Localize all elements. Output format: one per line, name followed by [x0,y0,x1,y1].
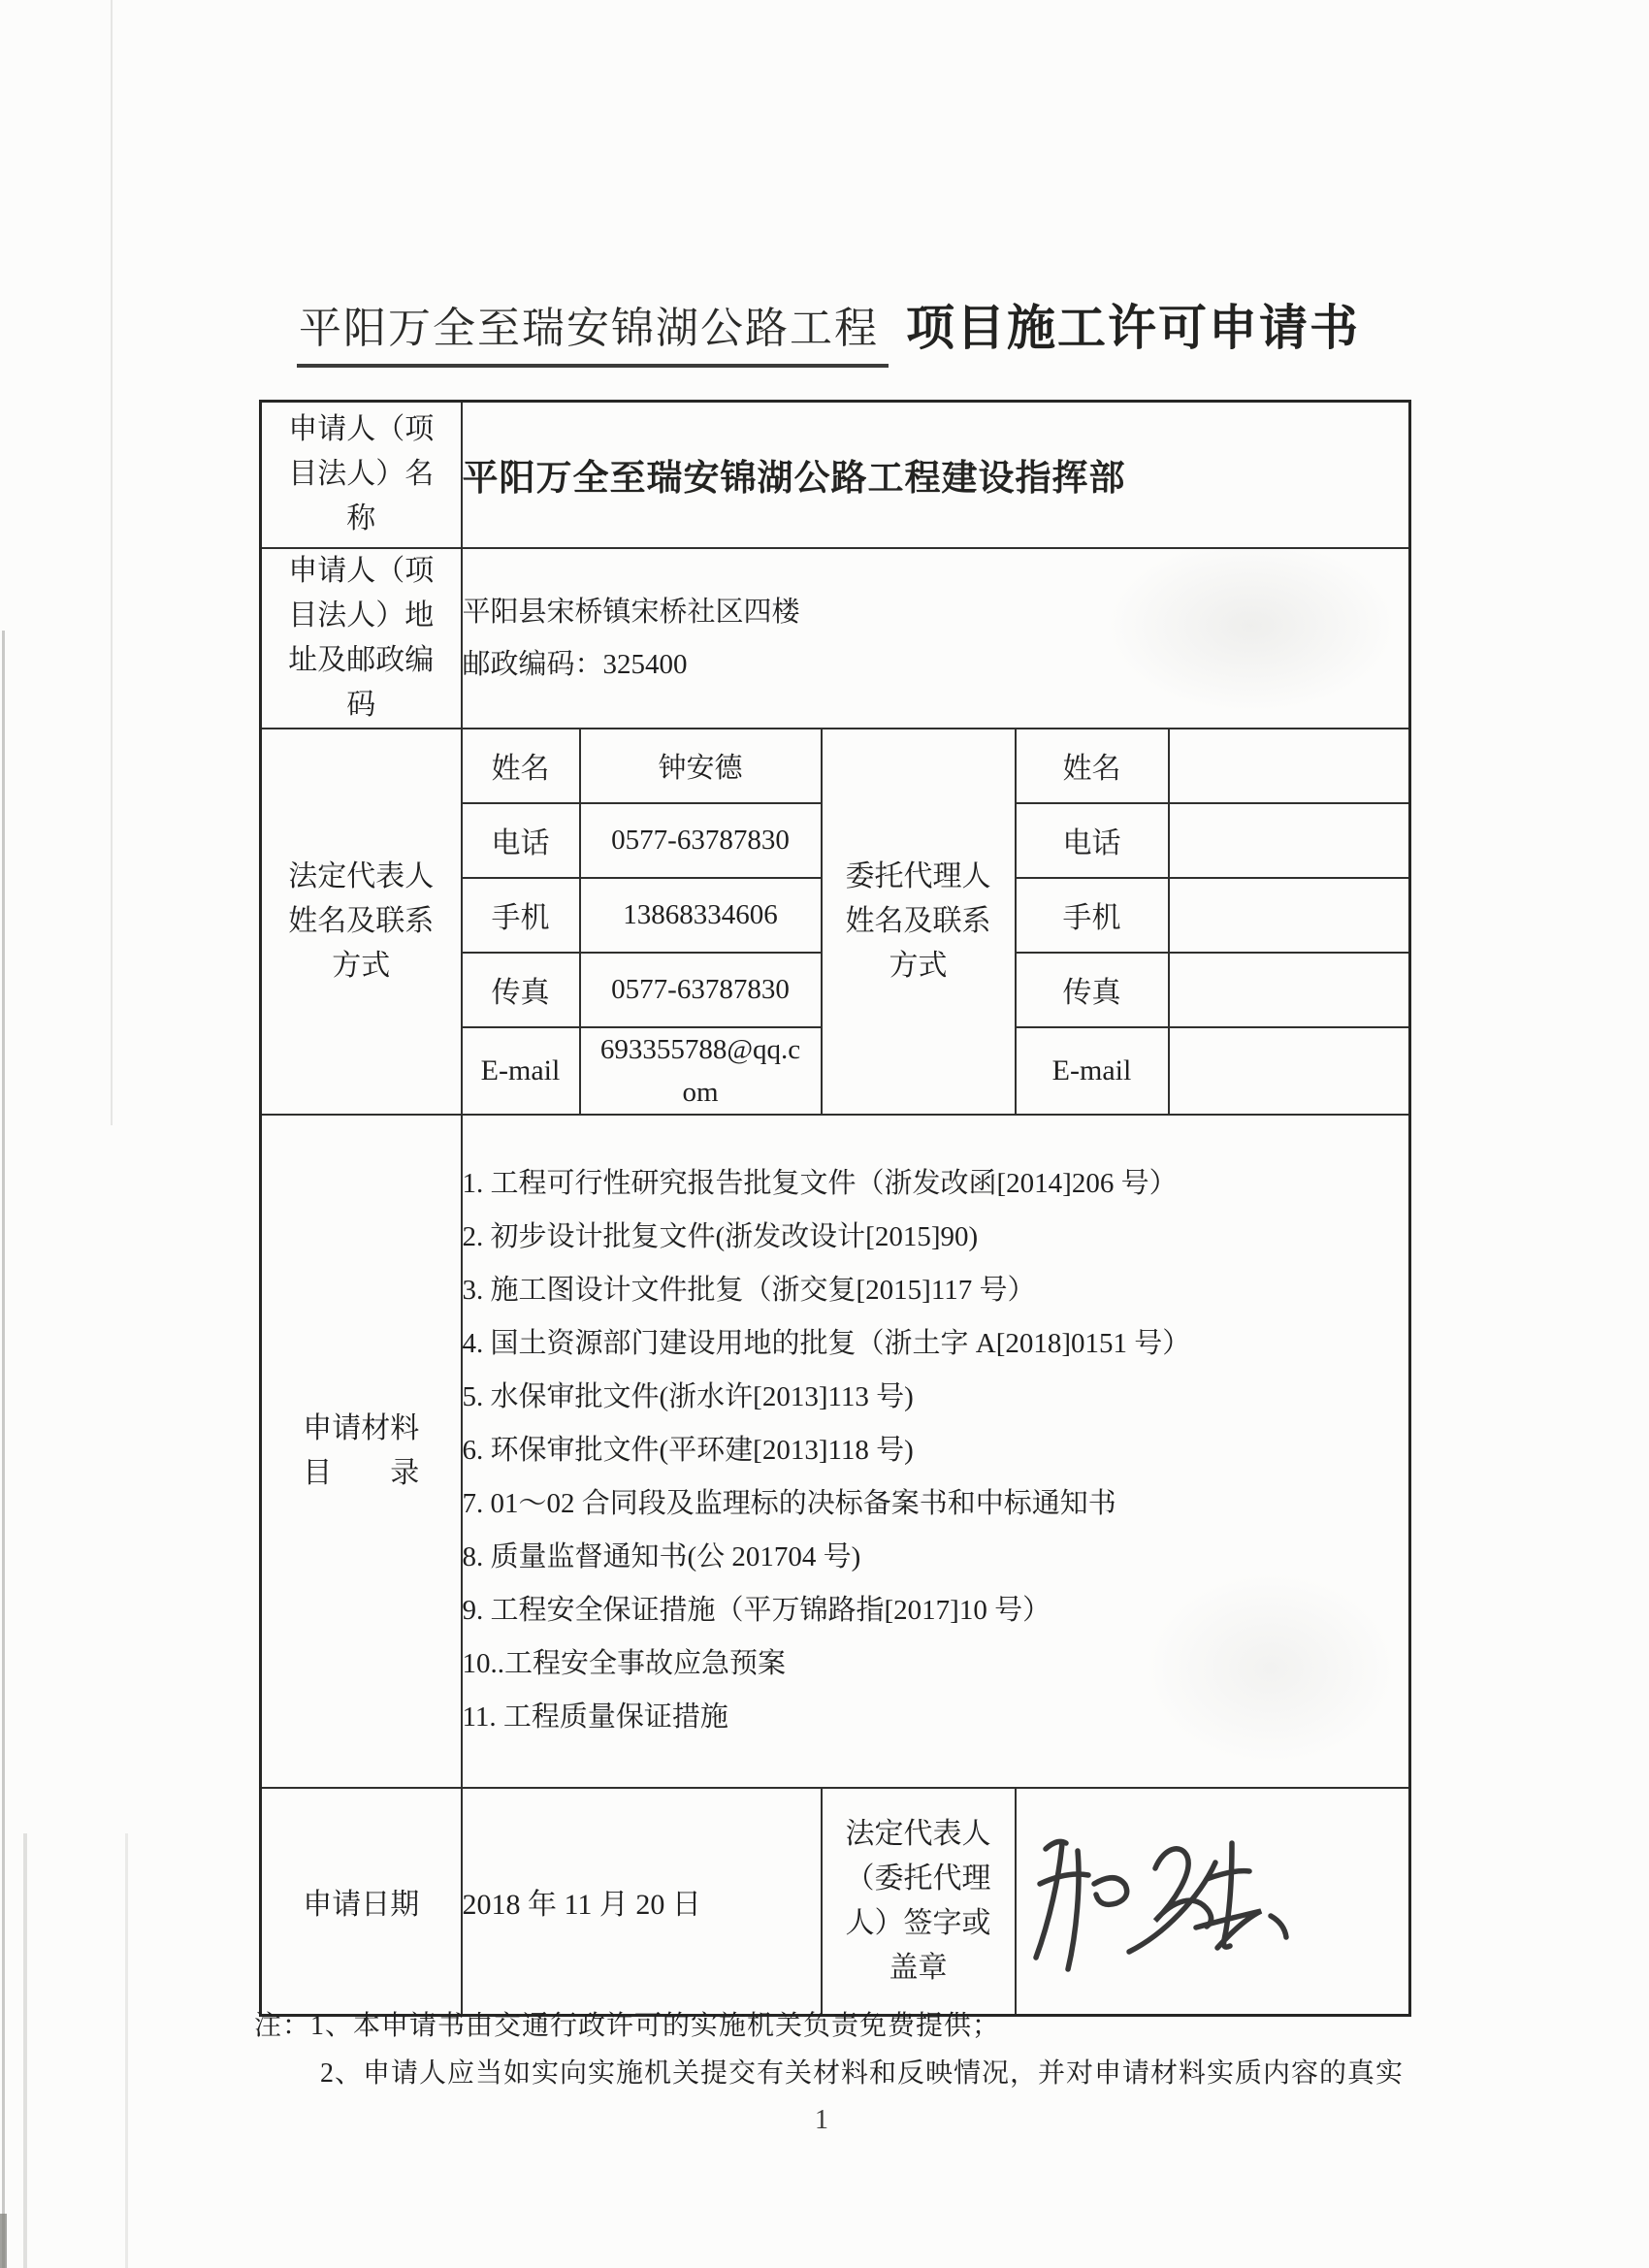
signature-cell [1016,1788,1410,2016]
signature-label: 法定代表人 （委托代理 人）签字或 盖章 [822,1788,1016,2016]
document-title [297,289,1360,368]
materials-list [462,1115,1410,1788]
materials-label: 申请材料 目 录 [261,1115,462,1788]
applicant-address-label: 申请人（项 目法人）地 址及邮政编 码 [261,548,462,729]
address-line: 平阳县宋桥镇宋桥社区四楼 [462,596,800,628]
page-number: 1 [815,2105,828,2135]
title-project-name: 平阳万全至瑞安锦湖公路工程 [297,293,889,368]
legal-rep-fax-label: 传真 [462,953,580,1027]
applicant-name-label: 申请人（项 目法人）名 称 [261,402,462,548]
footnotes [254,2002,1404,2097]
agent-phone-value [1169,803,1410,878]
footnote-line [320,2050,1404,2097]
agent-mobile-label: 手机 [1016,878,1169,953]
legal-rep-fax-value: 0577-63787830 [580,953,822,1027]
materials-item: 2. 初步设计批复文件(浙发改设计[2015]90) [462,1221,979,1252]
application-date-value: 2018 年 11 月 20 日 [462,1788,822,2016]
legal-rep-email-label: E-mail [462,1027,580,1115]
scan-edge-shadow [2,631,5,2268]
agent-header: 委托代理人 姓名及联系 方式 [822,729,1016,1115]
materials-item: 1. 工程可行性研究报告批复文件（浙发改函[2014]206 号） [462,1168,1178,1199]
legal-rep-header: 法定代表人 姓名及联系 方式 [261,729,462,1115]
materials-item: 4. 国土资源部门建设用地的批复（浙土字 A[2018]0151 号） [462,1328,1191,1359]
agent-email-label: E-mail [1016,1027,1169,1115]
application-form-table [259,400,1411,2017]
agent-mobile-value [1169,878,1410,953]
footnote-text: 1、本申请书由交通行政许可的实施机关负责免费提供； [310,2011,1001,2041]
agent-phone-label: 电话 [1016,803,1169,878]
materials-item: 3. 施工图设计文件批复（浙交复[2015]117 号） [462,1275,1036,1306]
legal-rep-mobile-value: 13868334606 [580,878,822,953]
legal-rep-name-value: 钟安德 [580,729,822,803]
footnote-prefix: 注： [254,2011,311,2041]
materials-item: 9. 工程安全保证措施（平万锦路指[2017]10 号） [462,1595,1051,1626]
footnote-text: 2、申请人应当如实向实施机关提交有关材料和反映情况，并对申请材料实质内容的真实 [320,2058,1405,2089]
agent-fax-value [1169,953,1410,1027]
postal-code-line: 邮政编码：325400 [462,648,688,680]
materials-item: 7. 01～02 合同段及监理标的决标备案书和中标通知书 [462,1488,1116,1519]
title-document-type: 项目施工许可申请书 [906,301,1360,355]
footnote-line [254,2002,1404,2050]
agent-fax-label: 传真 [1016,953,1169,1027]
materials-item: 8. 质量监督通知书(公 201704 号) [462,1541,861,1572]
legal-rep-name-label: 姓名 [462,729,580,803]
applicant-name-value: 平阳万全至瑞安锦湖公路工程建设指挥部 [462,402,1410,548]
legal-rep-phone-value: 0577-63787830 [580,803,822,878]
legal-rep-email-value: 693355788@qq.com [580,1027,822,1115]
materials-item: 5. 水保审批文件(浙水许[2013]113 号) [462,1381,914,1412]
scan-fold-line [111,0,113,1125]
agent-name-label: 姓名 [1016,729,1169,803]
materials-item: 11. 工程质量保证措施 [462,1701,728,1733]
materials-item: 10..工程安全事故应急预案 [462,1648,787,1679]
scan-fold-line [23,1833,27,2268]
materials-item: 6. 环保审批文件(平环建[2013]118 号) [462,1435,914,1466]
legal-rep-phone-label: 电话 [462,803,580,878]
handwritten-signature-icon [1017,1789,1411,2013]
scan-corner-mark [0,2214,7,2268]
legal-rep-mobile-label: 手机 [462,878,580,953]
applicant-address-value [462,548,1410,729]
agent-name-value [1169,729,1410,803]
agent-email-value [1169,1027,1410,1115]
scan-fold-line [125,1833,128,2268]
application-date-label: 申请日期 [261,1788,462,2016]
